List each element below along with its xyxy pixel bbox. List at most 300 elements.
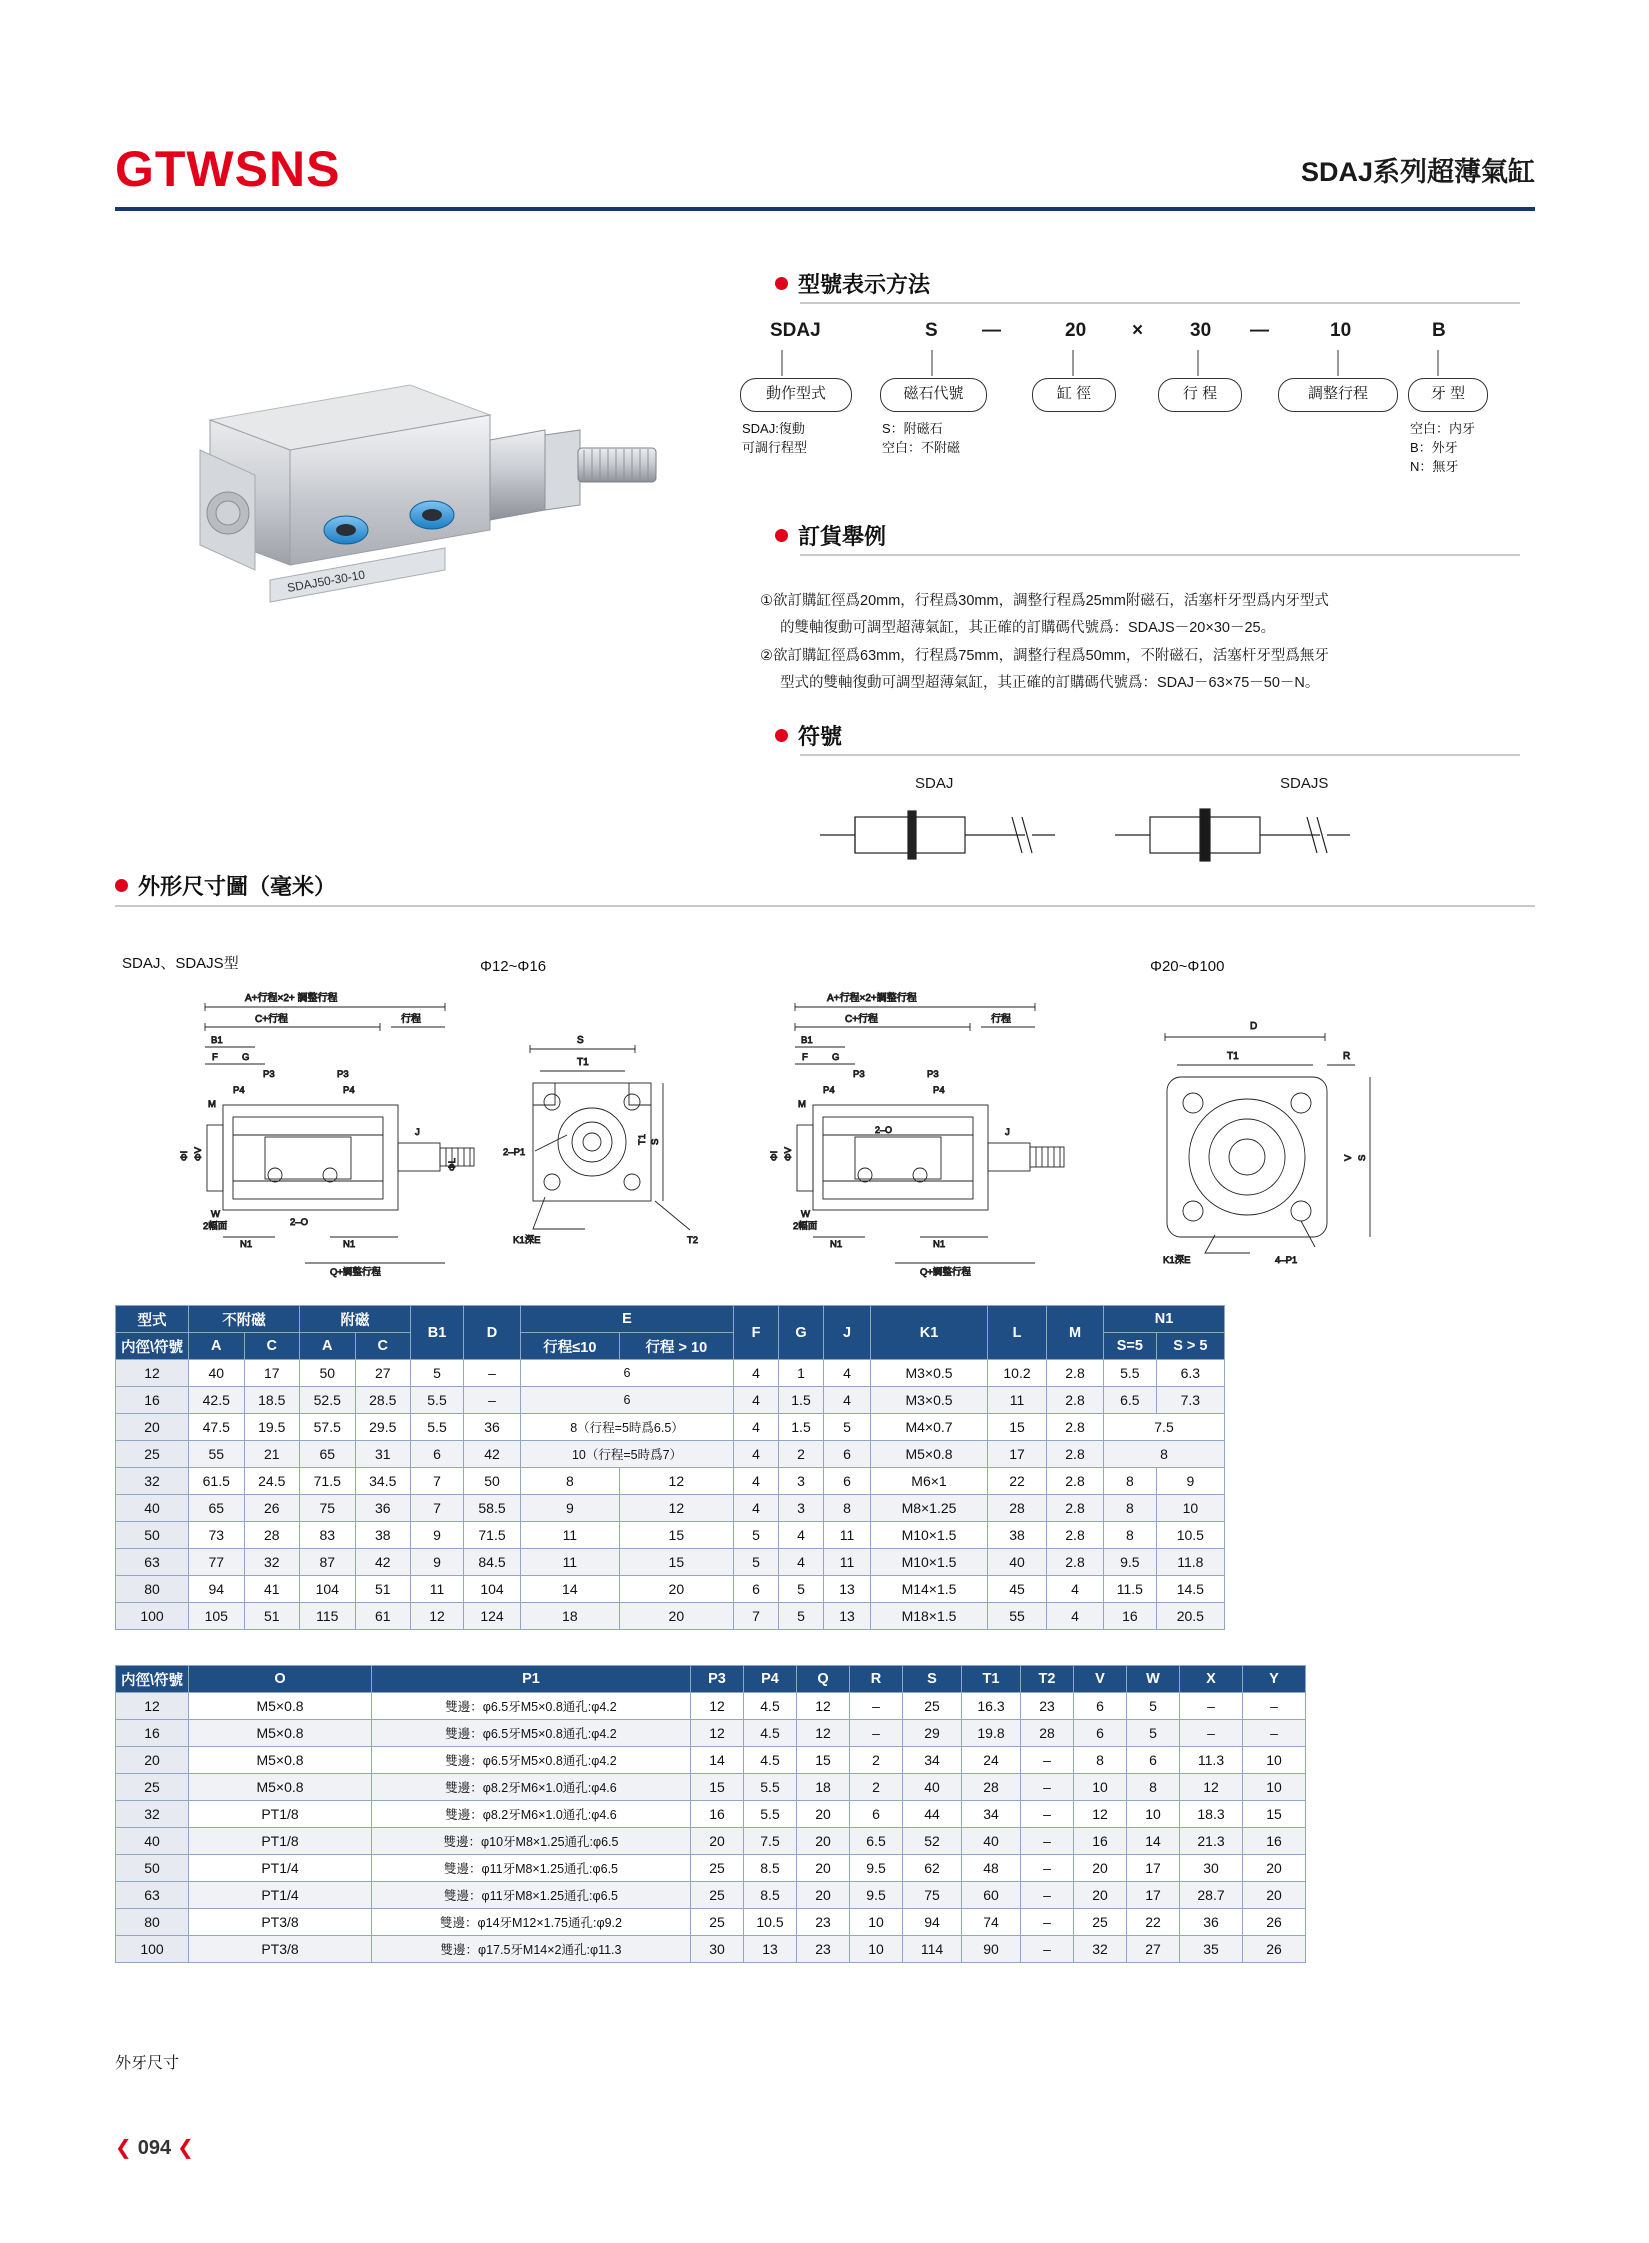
svg-text:W: W bbox=[211, 1209, 220, 1220]
cell-p3: 15 bbox=[691, 1774, 744, 1801]
cell-y: – bbox=[1243, 1693, 1306, 1720]
cell-bore: 100 bbox=[116, 1936, 189, 1963]
cell-d: 36 bbox=[464, 1414, 521, 1441]
svg-text:F: F bbox=[212, 1052, 218, 1063]
cell-d: 71.5 bbox=[464, 1522, 521, 1549]
cell-n1: 7.5 bbox=[1104, 1414, 1225, 1441]
svg-text:P4: P4 bbox=[933, 1085, 945, 1096]
cell-s: 25 bbox=[903, 1693, 962, 1720]
svg-text:S: S bbox=[1357, 1154, 1368, 1161]
cell-bore: 25 bbox=[116, 1774, 189, 1801]
cell-t1: 60 bbox=[962, 1882, 1021, 1909]
cell-j: 6 bbox=[824, 1468, 871, 1495]
cell-k1: M8×1.25 bbox=[871, 1495, 988, 1522]
cell-a-mag: 83 bbox=[300, 1522, 356, 1549]
cell-j: 4 bbox=[824, 1387, 871, 1414]
cell-p3: 30 bbox=[691, 1936, 744, 1963]
cell-e-gt10: 15 bbox=[619, 1549, 733, 1576]
cell-b1: 5 bbox=[411, 1360, 464, 1387]
cell-a-nomag: 61.5 bbox=[189, 1468, 245, 1495]
cell-r: 9.5 bbox=[850, 1855, 903, 1882]
cell-n1-s-gt5: 7.3 bbox=[1156, 1387, 1224, 1414]
cell-b1: 5.5 bbox=[411, 1387, 464, 1414]
drawing-range-large: Φ20~Φ100 bbox=[1150, 958, 1225, 975]
cell-e-le10: 11 bbox=[521, 1522, 620, 1549]
cell-v: 6 bbox=[1074, 1693, 1127, 1720]
svg-text:P4: P4 bbox=[343, 1085, 355, 1096]
cell-k1: M10×1.5 bbox=[871, 1549, 988, 1576]
cell-a-nomag: 77 bbox=[189, 1549, 245, 1576]
cell-x: 36 bbox=[1180, 1909, 1243, 1936]
cell-r: – bbox=[850, 1693, 903, 1720]
th-type: 型式 bbox=[116, 1306, 189, 1333]
cell-c-nomag: 26 bbox=[244, 1495, 300, 1522]
cell-o: M5×0.8 bbox=[189, 1747, 372, 1774]
svg-text:ΦV: ΦV bbox=[193, 1147, 204, 1161]
cell-n1-s5: 16 bbox=[1104, 1603, 1157, 1630]
code-box-thread: 牙 型 bbox=[1408, 378, 1488, 412]
cell-s: 40 bbox=[903, 1774, 962, 1801]
cell-q: 12 bbox=[797, 1693, 850, 1720]
symbol-diagrams bbox=[760, 775, 1540, 885]
product-photo bbox=[160, 330, 680, 660]
cell-j: 8 bbox=[824, 1495, 871, 1522]
cell-c-nomag: 19.5 bbox=[244, 1414, 300, 1441]
svg-text:SDAJ50-30-10: SDAJ50-30-10 bbox=[286, 567, 367, 595]
cell-t1: 48 bbox=[962, 1855, 1021, 1882]
cell-n1: 8 bbox=[1104, 1441, 1225, 1468]
table-row bbox=[116, 1414, 1225, 1441]
cell-j: 13 bbox=[824, 1603, 871, 1630]
cell-y: 26 bbox=[1243, 1936, 1306, 1963]
cell-p4: 8.5 bbox=[744, 1855, 797, 1882]
cell-n1-s-gt5: 10 bbox=[1156, 1495, 1224, 1522]
ordering-item-1-cont: 的雙軸復動可調型超薄氣缸，其正確的訂購碼代號爲：SDAJS－20×30－25。 bbox=[780, 620, 1276, 637]
cell-f: 5 bbox=[734, 1522, 779, 1549]
svg-text:4–P1: 4–P1 bbox=[1275, 1255, 1298, 1266]
cell-s: 44 bbox=[903, 1801, 962, 1828]
cell-c-mag: 51 bbox=[355, 1576, 411, 1603]
cell-f: 5 bbox=[734, 1549, 779, 1576]
bullet-icon bbox=[775, 277, 788, 290]
cell-a-mag: 57.5 bbox=[300, 1414, 356, 1441]
cell-m: 2.8 bbox=[1047, 1414, 1104, 1441]
section-divider-ordering bbox=[800, 554, 1520, 556]
svg-text:P3: P3 bbox=[853, 1069, 865, 1080]
cell-c-mag: 27 bbox=[355, 1360, 411, 1387]
th-j: J bbox=[824, 1306, 871, 1360]
th2-s: S bbox=[903, 1666, 962, 1693]
svg-text:P4: P4 bbox=[823, 1085, 835, 1096]
svg-text:D: D bbox=[1250, 1021, 1258, 1032]
table-row bbox=[116, 1603, 1225, 1630]
svg-text:2幅面: 2幅面 bbox=[793, 1221, 818, 1232]
th2-p3: P3 bbox=[691, 1666, 744, 1693]
svg-text:行程: 行程 bbox=[991, 1014, 1011, 1025]
th-a-2: A bbox=[300, 1333, 356, 1360]
cell-a-mag: 52.5 bbox=[300, 1387, 356, 1414]
cell-n1-s5: 8 bbox=[1104, 1468, 1157, 1495]
cell-a-nomag: 42.5 bbox=[189, 1387, 245, 1414]
cell-t2: 28 bbox=[1021, 1720, 1074, 1747]
cell-s: 52 bbox=[903, 1828, 962, 1855]
cell-p4: 5.5 bbox=[744, 1801, 797, 1828]
svg-text:B1: B1 bbox=[801, 1035, 813, 1046]
cell-g: 5 bbox=[779, 1603, 824, 1630]
cell-p4: 13 bbox=[744, 1936, 797, 1963]
th-e-sub1: 行程≤10 bbox=[521, 1333, 620, 1360]
cell-t1: 24 bbox=[962, 1747, 1021, 1774]
svg-text:K1深E: K1深E bbox=[513, 1235, 541, 1246]
cell-q: 18 bbox=[797, 1774, 850, 1801]
cell-a-nomag: 55 bbox=[189, 1441, 245, 1468]
th-m: M bbox=[1047, 1306, 1104, 1360]
cell-v: 16 bbox=[1074, 1828, 1127, 1855]
table-row bbox=[116, 1441, 1225, 1468]
cell-p4: 4.5 bbox=[744, 1720, 797, 1747]
code-box-adjust-stroke: 調整行程 bbox=[1278, 378, 1398, 412]
cell-e-gt10: 12 bbox=[619, 1468, 733, 1495]
cell-y: 15 bbox=[1243, 1801, 1306, 1828]
token-sdaj: SDAJ bbox=[770, 320, 821, 341]
cell-w: 8 bbox=[1127, 1774, 1180, 1801]
cell-y: 16 bbox=[1243, 1828, 1306, 1855]
cell-e-le10: 18 bbox=[521, 1603, 620, 1630]
cell-c-nomag: 51 bbox=[244, 1603, 300, 1630]
cell-j: 13 bbox=[824, 1576, 871, 1603]
cell-y: 20 bbox=[1243, 1855, 1306, 1882]
svg-text:ΦL: ΦL bbox=[447, 1158, 458, 1171]
cell-f: 4 bbox=[734, 1414, 779, 1441]
cell-v: 12 bbox=[1074, 1801, 1127, 1828]
cell-p3: 20 bbox=[691, 1828, 744, 1855]
cell-t2: – bbox=[1021, 1801, 1074, 1828]
bullet-icon bbox=[775, 729, 788, 742]
svg-text:2–P1: 2–P1 bbox=[503, 1147, 526, 1158]
table-row bbox=[116, 1747, 1306, 1774]
cell-p1: 雙邊：φ10牙M8×1.25通孔:φ6.5 bbox=[372, 1828, 691, 1855]
cell-x: 12 bbox=[1180, 1774, 1243, 1801]
th-n1-sub1: S=5 bbox=[1104, 1333, 1157, 1360]
svg-text:T2: T2 bbox=[687, 1235, 699, 1246]
cell-b1: 12 bbox=[411, 1603, 464, 1630]
cell-r: 2 bbox=[850, 1774, 903, 1801]
cell-t1: 40 bbox=[962, 1828, 1021, 1855]
svg-text:2幅面: 2幅面 bbox=[203, 1221, 228, 1232]
svg-text:C+行程: C+行程 bbox=[845, 1014, 879, 1025]
cell-s: 114 bbox=[903, 1936, 962, 1963]
code-box-magnet-code: 磁石代號 bbox=[880, 378, 987, 412]
cell-y: 10 bbox=[1243, 1774, 1306, 1801]
header-divider bbox=[115, 207, 1535, 211]
cell-y: 26 bbox=[1243, 1909, 1306, 1936]
svg-text:2–O: 2–O bbox=[875, 1125, 893, 1135]
cell-a-mag: 87 bbox=[300, 1549, 356, 1576]
table-row bbox=[116, 1576, 1225, 1603]
cell-c-nomag: 28 bbox=[244, 1522, 300, 1549]
cell-g: 4 bbox=[779, 1549, 824, 1576]
cell-bore: 40 bbox=[116, 1828, 189, 1855]
cell-m: 2.8 bbox=[1047, 1522, 1104, 1549]
cell-p4: 4.5 bbox=[744, 1747, 797, 1774]
cell-s: 62 bbox=[903, 1855, 962, 1882]
cell-e-le10: 11 bbox=[521, 1549, 620, 1576]
svg-text:A+行程×2+調整行程: A+行程×2+調整行程 bbox=[827, 993, 917, 1004]
cell-n1-s-gt5: 6.3 bbox=[1156, 1360, 1224, 1387]
cell-a-mag: 71.5 bbox=[300, 1468, 356, 1495]
cell-c-mag: 36 bbox=[355, 1495, 411, 1522]
cell-a-mag: 75 bbox=[300, 1495, 356, 1522]
th-e: E bbox=[521, 1306, 734, 1333]
cell-o: M5×0.8 bbox=[189, 1774, 372, 1801]
th2-o: O bbox=[189, 1666, 372, 1693]
th-b1: B1 bbox=[411, 1306, 464, 1360]
table-row bbox=[116, 1828, 1306, 1855]
cell-w: 17 bbox=[1127, 1882, 1180, 1909]
cell-p3: 12 bbox=[691, 1720, 744, 1747]
cell-n1-s5: 11.5 bbox=[1104, 1576, 1157, 1603]
cell-c-mag: 31 bbox=[355, 1441, 411, 1468]
cell-m: 2.8 bbox=[1047, 1549, 1104, 1576]
cell-q: 20 bbox=[797, 1801, 850, 1828]
cell-v: 20 bbox=[1074, 1855, 1127, 1882]
code-box-bore: 缸 徑 bbox=[1032, 378, 1116, 412]
th2-y: Y bbox=[1243, 1666, 1306, 1693]
svg-text:P3: P3 bbox=[337, 1069, 349, 1080]
cell-w: 5 bbox=[1127, 1693, 1180, 1720]
cell-q: 23 bbox=[797, 1909, 850, 1936]
drawing-range-small: Φ12~Φ16 bbox=[480, 958, 547, 975]
note-magnet-code: S：附磁石 空白：不附磁 bbox=[882, 421, 961, 455]
cell-q: 12 bbox=[797, 1720, 850, 1747]
cell-w: 17 bbox=[1127, 1855, 1180, 1882]
cell-c-nomag: 24.5 bbox=[244, 1468, 300, 1495]
cell-k1: M3×0.5 bbox=[871, 1387, 988, 1414]
cell-l: 11 bbox=[988, 1387, 1047, 1414]
svg-text:P3: P3 bbox=[927, 1069, 939, 1080]
cell-bore: 20 bbox=[116, 1747, 189, 1774]
cell-a-mag: 104 bbox=[300, 1576, 356, 1603]
cell-bore: 40 bbox=[116, 1495, 189, 1522]
cell-t1: 28 bbox=[962, 1774, 1021, 1801]
th-l: L bbox=[988, 1306, 1047, 1360]
cell-a-nomag: 73 bbox=[189, 1522, 245, 1549]
th2-q: Q bbox=[797, 1666, 850, 1693]
svg-text:J: J bbox=[1005, 1127, 1010, 1138]
cell-n1-s5: 6.5 bbox=[1104, 1387, 1157, 1414]
th-a-1: A bbox=[189, 1333, 245, 1360]
cell-t1: 74 bbox=[962, 1909, 1021, 1936]
svg-text:行程: 行程 bbox=[401, 1014, 421, 1025]
table-row bbox=[116, 1495, 1225, 1522]
table-row bbox=[116, 1855, 1306, 1882]
cell-o: PT3/8 bbox=[189, 1936, 372, 1963]
ordering-item-2-cont: 型式的雙軸復動可調型超薄氣缸，其正確的訂購碼代號爲：SDAJ－63×75－50－N。 bbox=[780, 675, 1320, 692]
cell-w: 27 bbox=[1127, 1936, 1180, 1963]
cell-p4: 5.5 bbox=[744, 1774, 797, 1801]
cell-s: 75 bbox=[903, 1882, 962, 1909]
table-row bbox=[116, 1468, 1225, 1495]
cell-s: 94 bbox=[903, 1909, 962, 1936]
cell-r: 10 bbox=[850, 1909, 903, 1936]
token-adjust: 10 bbox=[1330, 320, 1352, 341]
cell-j: 5 bbox=[824, 1414, 871, 1441]
table-row bbox=[116, 1360, 1225, 1387]
th-f: F bbox=[734, 1306, 779, 1360]
cell-e-gt10: 20 bbox=[619, 1576, 733, 1603]
cell-e-le10: 8 bbox=[521, 1468, 620, 1495]
cell-b1: 9 bbox=[411, 1522, 464, 1549]
model-code-tokens bbox=[760, 320, 1520, 354]
table-row bbox=[116, 1693, 1306, 1720]
th2-p1: P1 bbox=[372, 1666, 691, 1693]
th-c-1: C bbox=[244, 1333, 300, 1360]
cell-bore: 16 bbox=[116, 1720, 189, 1747]
cell-c-mag: 61 bbox=[355, 1603, 411, 1630]
cell-c-mag: 34.5 bbox=[355, 1468, 411, 1495]
cell-j: 4 bbox=[824, 1360, 871, 1387]
cell-b1: 5.5 bbox=[411, 1414, 464, 1441]
token-magnet: S bbox=[925, 320, 938, 341]
svg-text:ΦV: ΦV bbox=[783, 1147, 794, 1161]
th-n1: N1 bbox=[1104, 1306, 1225, 1333]
cell-g: 2 bbox=[779, 1441, 824, 1468]
cell-t1: 19.8 bbox=[962, 1720, 1021, 1747]
cell-l: 15 bbox=[988, 1414, 1047, 1441]
cell-a-mag: 50 bbox=[300, 1360, 356, 1387]
cell-o: M5×0.8 bbox=[189, 1720, 372, 1747]
cell-t2: – bbox=[1021, 1855, 1074, 1882]
cell-g: 5 bbox=[779, 1576, 824, 1603]
cell-j: 11 bbox=[824, 1522, 871, 1549]
cell-f: 4 bbox=[734, 1468, 779, 1495]
cell-x: – bbox=[1180, 1693, 1243, 1720]
cell-c-nomag: 21 bbox=[244, 1441, 300, 1468]
cell-f: 4 bbox=[734, 1495, 779, 1522]
cell-m: 4 bbox=[1047, 1576, 1104, 1603]
cell-bore: 20 bbox=[116, 1414, 189, 1441]
dimension-table-1 bbox=[115, 1305, 1225, 1630]
cell-e-le10: 14 bbox=[521, 1576, 620, 1603]
cell-v: 8 bbox=[1074, 1747, 1127, 1774]
svg-text:N1: N1 bbox=[933, 1239, 946, 1250]
th-n1-sub2: S > 5 bbox=[1156, 1333, 1224, 1360]
table-row bbox=[116, 1801, 1306, 1828]
cell-j: 6 bbox=[824, 1441, 871, 1468]
cell-w: 22 bbox=[1127, 1909, 1180, 1936]
svg-text:Q+調整行程: Q+調整行程 bbox=[330, 1267, 381, 1278]
cell-l: 55 bbox=[988, 1603, 1047, 1630]
svg-text:N1: N1 bbox=[240, 1239, 253, 1250]
cell-bore: 32 bbox=[116, 1801, 189, 1828]
dimension-table-2 bbox=[115, 1665, 1306, 1963]
th-c-2: C bbox=[355, 1333, 411, 1360]
cell-v: 10 bbox=[1074, 1774, 1127, 1801]
svg-text:T1: T1 bbox=[637, 1133, 648, 1145]
cell-m: 2.8 bbox=[1047, 1441, 1104, 1468]
cell-y: – bbox=[1243, 1720, 1306, 1747]
cell-r: 6.5 bbox=[850, 1828, 903, 1855]
section-divider-symbol bbox=[800, 754, 1520, 756]
cell-p3: 12 bbox=[691, 1693, 744, 1720]
th2-bore: 内徑\符號 bbox=[116, 1666, 189, 1693]
cell-p1: 雙邊：φ14牙M12×1.75通孔:φ9.2 bbox=[372, 1909, 691, 1936]
th2-p4: P4 bbox=[744, 1666, 797, 1693]
cell-n1-s-gt5: 9 bbox=[1156, 1468, 1224, 1495]
cell-n1-s5: 8 bbox=[1104, 1522, 1157, 1549]
cell-p1: 雙邊：φ8.2牙M6×1.0通孔:φ4.6 bbox=[372, 1801, 691, 1828]
svg-text:M: M bbox=[208, 1099, 216, 1110]
cell-g: 1 bbox=[779, 1360, 824, 1387]
cell-r: – bbox=[850, 1720, 903, 1747]
cell-p4: 4.5 bbox=[744, 1693, 797, 1720]
table-row bbox=[116, 1549, 1225, 1576]
cell-o: PT1/8 bbox=[189, 1801, 372, 1828]
th-bore-code: 内徑\符號 bbox=[116, 1333, 189, 1360]
th-g: G bbox=[779, 1306, 824, 1360]
cell-d: 50 bbox=[464, 1468, 521, 1495]
footer-arrow-right: ❮ bbox=[177, 2137, 194, 2159]
cell-g: 1.5 bbox=[779, 1414, 824, 1441]
svg-text:G: G bbox=[832, 1052, 840, 1063]
svg-text:C+行程: C+行程 bbox=[255, 1014, 289, 1025]
table1-header-row-1 bbox=[116, 1306, 1225, 1333]
cell-w: 5 bbox=[1127, 1720, 1180, 1747]
cell-d: 58.5 bbox=[464, 1495, 521, 1522]
cell-b1: 9 bbox=[411, 1549, 464, 1576]
svg-text:S: S bbox=[650, 1138, 661, 1145]
cell-r: 9.5 bbox=[850, 1882, 903, 1909]
cell-t1: 90 bbox=[962, 1936, 1021, 1963]
cell-e: 8（行程=5時爲6.5） bbox=[521, 1414, 734, 1441]
th-no-magnet: 不附磁 bbox=[189, 1306, 300, 1333]
cell-w: 14 bbox=[1127, 1828, 1180, 1855]
cell-p1: 雙邊：φ11牙M8×1.25通孔:φ6.5 bbox=[372, 1855, 691, 1882]
cell-e: 6 bbox=[521, 1387, 734, 1414]
cell-n1-s5: 8 bbox=[1104, 1495, 1157, 1522]
cell-e-gt10: 20 bbox=[619, 1603, 733, 1630]
th-e-sub2: 行程 > 10 bbox=[619, 1333, 733, 1360]
model-code-block bbox=[742, 320, 1520, 510]
token-times: × bbox=[1132, 320, 1144, 341]
bullet-icon bbox=[775, 529, 788, 542]
outer-thread-note: 外牙尺寸 bbox=[115, 2055, 180, 2072]
cell-y: 10 bbox=[1243, 1747, 1306, 1774]
cell-bore: 63 bbox=[116, 1882, 189, 1909]
cell-p3: 25 bbox=[691, 1909, 744, 1936]
svg-text:P3: P3 bbox=[263, 1069, 275, 1080]
cell-c-nomag: 17 bbox=[244, 1360, 300, 1387]
note-action-type: SDAJ:復動 可調行程型 bbox=[742, 421, 808, 455]
cell-g: 1.5 bbox=[779, 1387, 824, 1414]
cell-l: 28 bbox=[988, 1495, 1047, 1522]
cell-t2: – bbox=[1021, 1828, 1074, 1855]
cell-m: 2.8 bbox=[1047, 1495, 1104, 1522]
cell-p1: 雙邊：φ6.5牙M5×0.8通孔:φ4.2 bbox=[372, 1747, 691, 1774]
svg-text:R: R bbox=[1343, 1051, 1351, 1062]
ordering-examples bbox=[760, 590, 1540, 700]
page-title: SDAJ系列超薄氣缸 bbox=[1300, 157, 1535, 187]
cell-n1-s-gt5: 20.5 bbox=[1156, 1603, 1224, 1630]
cell-r: 2 bbox=[850, 1747, 903, 1774]
cell-s: 29 bbox=[903, 1720, 962, 1747]
cell-n1-s-gt5: 14.5 bbox=[1156, 1576, 1224, 1603]
cell-k1: M6×1 bbox=[871, 1468, 988, 1495]
cell-n1-s-gt5: 10.5 bbox=[1156, 1522, 1224, 1549]
svg-text:A+行程×2+ 調整行程: A+行程×2+ 調整行程 bbox=[245, 993, 338, 1004]
table2-header-row bbox=[116, 1666, 1306, 1693]
cell-t2: – bbox=[1021, 1936, 1074, 1963]
